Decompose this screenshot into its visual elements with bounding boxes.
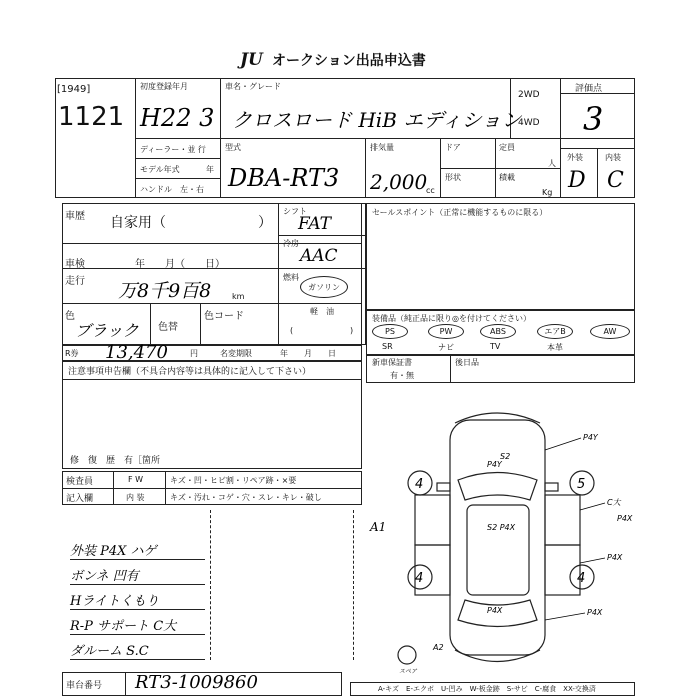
post-label: 後日品	[455, 358, 479, 367]
score-value: 3	[583, 100, 604, 138]
cc-unit: cc	[426, 186, 435, 195]
tire-front-right-value: 5	[577, 477, 586, 492]
warranty-options: 有・無	[390, 371, 414, 380]
capacity-label: 定員	[499, 143, 515, 152]
frame-value: RT3-1009860	[135, 672, 258, 693]
ac-label: 冷房	[283, 239, 299, 248]
mark-center: S2 P4X	[487, 523, 516, 532]
legend-text: A-キズ E-エクボ U-凹み W-板金跡 S-サビ C-腐食 XX-交換済	[378, 685, 596, 693]
fuel-paren-open: (	[290, 326, 294, 335]
form-title: オークション出品申込書	[271, 53, 426, 69]
equipment-label: 装備品（純正品に限り◎を付けてください）	[372, 314, 531, 323]
fw-label: F W	[128, 475, 144, 484]
mark-right-low: P4X	[607, 553, 623, 562]
leader-top-right	[545, 438, 581, 450]
repair-label: 修 復 歴 有［箇所	[70, 456, 161, 466]
car-name-label: 車名・グレード	[225, 82, 281, 91]
notes-label: 注意事項申告欄（不具合内容等は具体的に記入して下さい）	[68, 367, 312, 377]
handle-options: 左・右	[180, 185, 204, 194]
diagram-left-label: A1	[370, 520, 387, 534]
mark-top-right: P4Y	[583, 433, 598, 442]
bracket-code: [1949]	[57, 84, 91, 95]
name-change-label: 名変期限	[220, 349, 252, 358]
mark-near-roof: P4Y	[487, 460, 502, 469]
ac-value: AAC	[300, 246, 338, 266]
equipment-item: PS	[372, 324, 408, 339]
windshield	[458, 473, 537, 501]
mileage-label: 走行	[65, 276, 85, 287]
color-value: ブラック	[75, 321, 139, 340]
lot-number: 1121	[58, 102, 125, 132]
warranty-label: 新車保証書	[372, 358, 412, 367]
equipment-item-row2: TV	[490, 342, 501, 351]
person-unit: 人	[548, 159, 556, 168]
spare-label: スペア	[399, 668, 418, 675]
remark-line: Hライトくもり	[70, 590, 205, 610]
type-label: 型式	[225, 143, 241, 152]
mark-center-top: S2	[500, 452, 511, 461]
inspector-label: 検査員	[66, 477, 94, 487]
recycle-value: 13,470	[105, 342, 168, 363]
mark-bottom-left: A2	[433, 643, 444, 652]
fuel-circled	[300, 276, 348, 298]
door-right-rear	[545, 545, 580, 595]
equipment-item: ABS	[480, 324, 516, 339]
mark-right-mid2: P4X	[617, 514, 633, 523]
wd2-option: 2WD	[518, 90, 540, 100]
fw-legend: キズ・凹・ヒビ割・リペア跡・×要	[170, 476, 297, 485]
spare-tire	[398, 646, 416, 664]
history-close: ）	[258, 215, 272, 231]
interior-entry-label: 内 装	[126, 493, 145, 502]
mirror-right	[545, 483, 558, 491]
interior-value: C	[607, 168, 624, 193]
km-unit: km	[232, 292, 245, 301]
frame-label: 車台番号	[66, 681, 103, 691]
dealer-label: ディーラー・並 行	[140, 145, 206, 154]
inspection-label: 車検	[65, 259, 85, 270]
history-label: 車歴	[65, 211, 85, 222]
color-change-label: 色替	[158, 322, 178, 333]
fuel-label: 燃料	[283, 273, 299, 282]
type-value: DBA-RT3	[228, 164, 340, 192]
tire-rear-left-value: 4	[415, 571, 424, 586]
remarks-dash-2	[353, 510, 354, 660]
door-left-front	[415, 495, 450, 545]
history-value: 自家用（	[110, 215, 166, 231]
car-diagram	[395, 405, 635, 680]
header	[240, 50, 426, 70]
equipment-item: エアB	[537, 324, 573, 339]
shape-label: 形状	[445, 173, 461, 182]
remarks-dash-1	[210, 510, 211, 660]
front-bumper	[455, 413, 540, 423]
leader-right-mid1	[580, 503, 605, 510]
year-unit: 年	[206, 165, 214, 174]
score-label: 評価点	[575, 84, 603, 94]
inspection-fields: 年 月（ 日）	[135, 259, 225, 270]
remark-line: 外装 P4X ハゲ	[70, 540, 205, 560]
displacement-label: 排気量	[370, 143, 394, 152]
equipment-item-row2: 本革	[547, 343, 563, 352]
mark-bottom-right: P4X	[587, 608, 603, 617]
handle-label: ハンドル	[140, 185, 172, 194]
exterior-value: D	[568, 168, 586, 193]
exterior-label: 外装	[567, 153, 583, 162]
displacement-value: 2,000	[370, 170, 428, 194]
equipment-item: PW	[428, 324, 464, 339]
tire-front-left-value: 4	[415, 477, 424, 492]
sales-box	[366, 203, 635, 310]
tire-rear-right-value: 4	[577, 571, 586, 586]
wd4-option: 4WD	[518, 118, 540, 128]
first-reg-label: 初度登録年月	[140, 82, 188, 91]
fuel-other: 軽 油	[310, 307, 334, 316]
shift-value: FAT	[298, 214, 332, 234]
rear-bumper	[455, 650, 540, 662]
mirror-left	[437, 483, 450, 491]
remark-line: R-P サポート C大	[70, 615, 205, 635]
equipment-item-row2: ナビ	[438, 343, 454, 352]
recycle-label: R券	[65, 349, 79, 358]
first-reg-value: H22 3	[140, 104, 215, 132]
mileage-value: 万8千9百8	[118, 280, 212, 302]
auction-logo: JU	[240, 50, 263, 70]
interior-legend: キズ・汚れ・コゲ・穴・スレ・キレ・破し	[170, 493, 322, 502]
fuel-paren-close: )	[350, 326, 354, 335]
body-outline	[450, 420, 545, 655]
name-change-fields: 年 月 日	[280, 349, 336, 358]
mark-right-mid1: C大	[607, 498, 621, 507]
model-year-label: モデル年式	[140, 165, 180, 174]
door-left-rear	[415, 545, 450, 595]
yen-unit: 円	[190, 349, 198, 358]
leader-right-low	[580, 558, 605, 563]
door-label: ドア	[445, 143, 461, 152]
sales-label: セールスポイント（正常に機能するものに限る）	[372, 208, 548, 217]
shift-label: シフト	[283, 207, 307, 216]
interior-label: 内装	[605, 153, 621, 162]
load-label: 積載	[499, 173, 515, 182]
color-label: 色	[65, 311, 75, 322]
car-name-value: クロスロード HiB エディション	[232, 108, 522, 132]
roof	[467, 505, 529, 595]
color-code-label: 色コード	[204, 311, 244, 322]
kg-unit: Kg	[542, 188, 553, 197]
remark-line: ボンネ 凹有	[70, 565, 205, 585]
fuel-circled-text: ガソリン	[308, 282, 340, 292]
equipment-item-row2: SR	[382, 342, 393, 351]
equipment-item: AW	[590, 324, 630, 339]
entrant-label: 記入欄	[66, 494, 94, 504]
mark-bottom-center: P4X	[487, 606, 503, 615]
remark-line: ダルーム S.C	[70, 640, 205, 660]
door-right-front	[545, 495, 580, 545]
leader-bottom-right	[545, 613, 585, 620]
